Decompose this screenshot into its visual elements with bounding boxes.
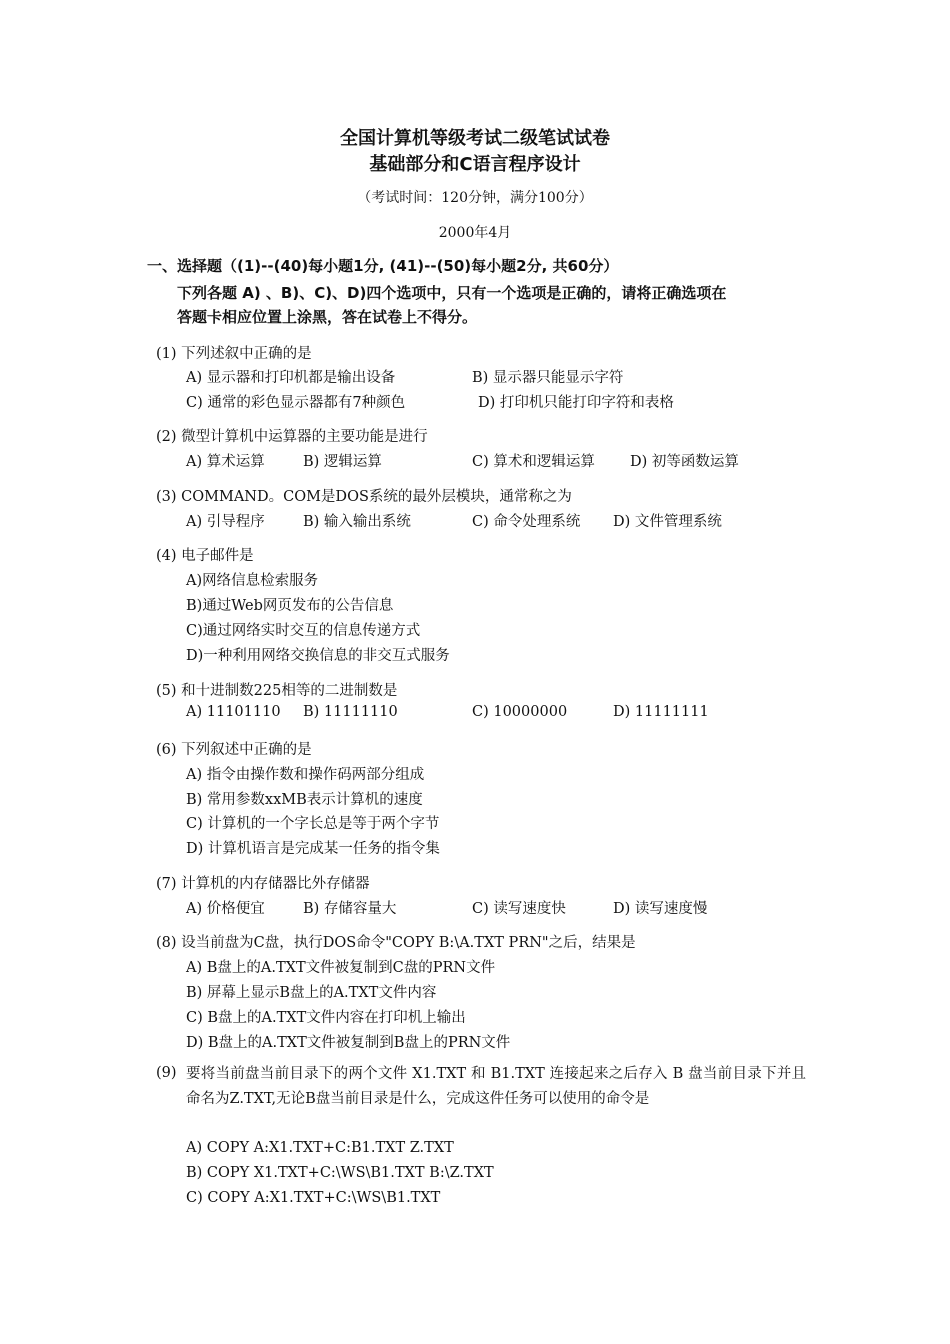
option-c: C) 10000000 [472,704,568,720]
option-a: A) 显示器和打印机都是输出设备 [186,370,396,386]
question-stem: (7) 计算机的内存储器比外存储器 [156,876,370,892]
exam-subtitle: 基础部分和C语言程序设计 [369,154,581,175]
section-instruction: 下列各题 A) 、B)、C)、D)四个选项中，只有一个选项是正确的，请将正确选项在 [177,284,727,302]
option-c: C) 算术和逻辑运算 [472,454,595,470]
question-stem: (1) 下列述叙中正确的是 [156,346,312,362]
option-b: B) COPY X1.TXT+C:\WS\B1.TXT B:\Z.TXT [186,1165,494,1181]
option-d: D) B盘上的A.TXT文件被复制到B盘上的PRN文件 [186,1035,511,1051]
section-heading: 一、选择题（(1)--(40)每小题1分, (41)--(50)每小题2分, 共60分） [147,257,619,275]
option-d: D) 计算机语言是完成某一任务的指令集 [186,841,440,857]
option-a: A) 引导程序 [186,514,265,530]
option-b: B) 逻辑运算 [303,454,382,470]
option-a: A) COPY A:X1.TXT+C:B1.TXT Z.TXT [186,1140,454,1156]
question-stem: (8) 设当前盘为C盘，执行DOS命令"COPY B:\A.TXT PRN"之后，结果是 [156,935,636,951]
option-b: B)通过Web网页发布的公告信息 [186,598,394,614]
exam-title: 全国计算机等级考试二级笔试试卷 [340,128,610,149]
question-stem: 要将当前盘当前目录下的两个文件 X1.TXT 和 B1.TXT 连接起来之后存入 B 盘当前目录下并且命名为Z.TXT,无论B盘当前目录是什么，完成这件任务可以使用的命令是 [186,1066,806,1107]
question-stem: (6) 下列叙述中正确的是 [156,742,312,758]
exam-info: （考试时间：120分钟，满分100分） [357,190,593,206]
option-a: A) 价格便宜 [186,901,265,917]
question-stem: (2) 微型计算机中运算器的主要功能是进行 [156,429,428,445]
option-d: D)一种利用网络交换信息的非交互式服务 [186,648,450,664]
option-d: D) 11111111 [613,704,709,720]
question-stem: (3) COMMAND。COM是DOS系统的最外层模块，通常称之为 [156,489,572,505]
option-c: C) 通常的彩色显示器都有7种颜色 [186,395,406,411]
option-d: D) 文件管理系统 [613,514,722,530]
exam-date: 2000年4月 [438,225,512,241]
option-b: B) 常用参数xxMB表示计算机的速度 [186,792,423,808]
option-d: D) 打印机只能打印字符和表格 [478,395,674,411]
option-c: C) 读写速度快 [472,901,566,917]
option-c: C)通过网络实时交互的信息传递方式 [186,623,421,639]
option-c: C) B盘上的A.TXT文件内容在打印机上输出 [186,1010,466,1026]
option-a: A) 指令由操作数和操作码两部分组成 [186,767,425,783]
option-c: C) COPY A:X1.TXT+C:\WS\B1.TXT [186,1190,441,1206]
option-a: A) 算术运算 [186,454,265,470]
option-a: A)网络信息检索服务 [186,573,319,589]
option-b: B) 11111110 [303,704,398,720]
option-c: C) 命令处理系统 [472,514,581,530]
option-d: D) 初等函数运算 [630,454,739,470]
option-a: A) B盘上的A.TXT文件被复制到C盘的PRN文件 [186,960,496,976]
question-number: (9) [156,1065,177,1081]
question-stem: (4) 电子邮件是 [156,548,254,564]
option-b: B) 存储容量大 [303,901,397,917]
option-b: B) 输入输出系统 [303,514,411,530]
option-b: B) 屏幕上显示B盘上的A.TXT文件内容 [186,985,437,1001]
option-a: A) 11101110 [186,704,281,720]
option-d: D) 读写速度慢 [613,901,708,917]
section-instruction: 答题卡相应位置上涂黑，答在试卷上不得分。 [177,308,478,326]
option-c: C) 计算机的一个字长总是等于两个字节 [186,816,440,832]
question-stem: (5) 和十进制数225相等的二进制数是 [156,683,398,699]
option-b: B) 显示器只能显示字符 [472,370,624,386]
